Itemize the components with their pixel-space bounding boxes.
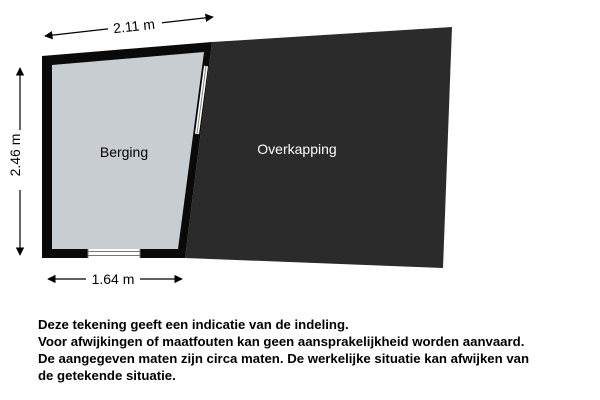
window bbox=[88, 249, 140, 258]
dimension-bottom bbox=[48, 270, 182, 288]
dimension-left-label: 2.46 m bbox=[7, 133, 23, 177]
disclaimer-line: Deze tekening geeft een indicatie van de indeling. bbox=[38, 317, 349, 332]
disclaimer-line: de getekende situatie. bbox=[38, 368, 176, 383]
dimension-left bbox=[7, 68, 30, 255]
disclaimer-line: De aangegeven maten zijn circa maten. De werkelijke situatie kan afwijken van bbox=[38, 351, 530, 366]
berging-label: Berging bbox=[99, 144, 149, 160]
disclaimer-line: Voor afwijkingen of maatfouten kan geen aansprakelijkheid worden aanvaard. bbox=[38, 334, 525, 349]
dimension-bottom-label: 1.64 m bbox=[91, 271, 135, 287]
dimension-top bbox=[45, 16, 213, 37]
disclaimer-text bbox=[38, 316, 598, 384]
dimension-top-label: 2.11 m bbox=[112, 15, 156, 37]
overkapping-label: Overkapping bbox=[257, 141, 337, 157]
